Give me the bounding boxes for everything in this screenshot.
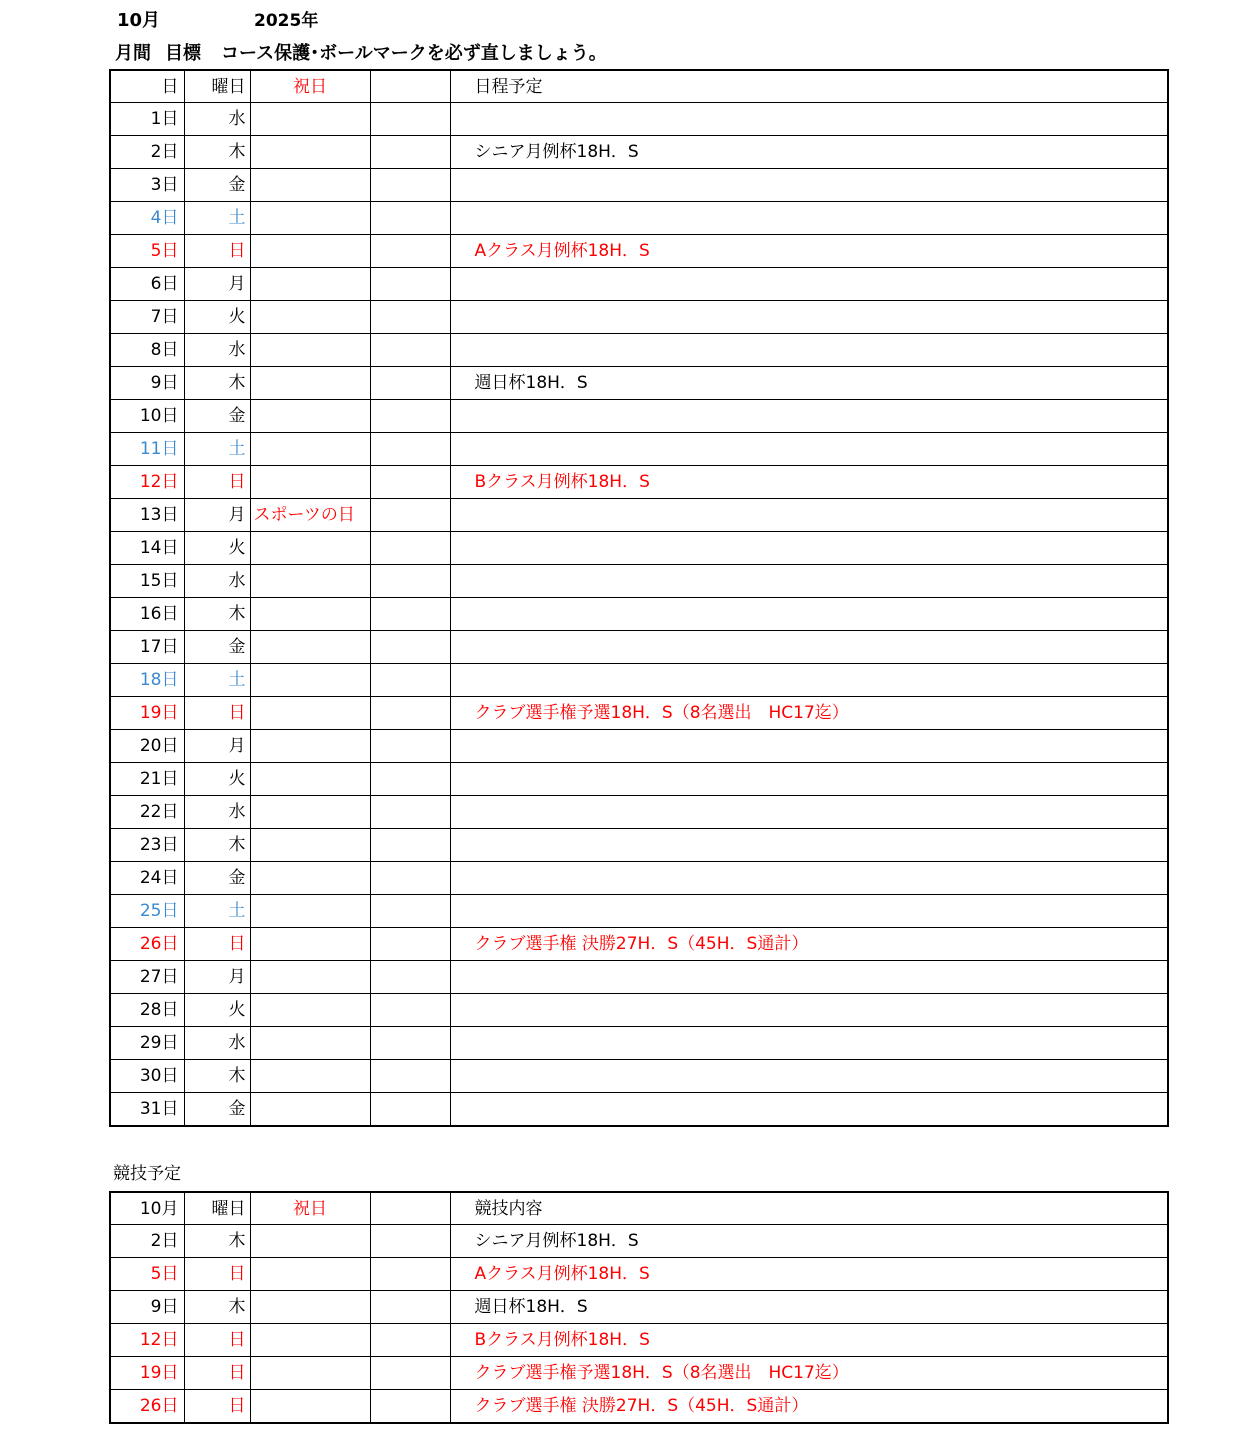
- table-row: [110, 895, 1168, 928]
- weekday-cell: 金: [184, 862, 250, 895]
- day-cell: 12日: [110, 466, 184, 499]
- holiday-cell: [250, 763, 370, 796]
- holiday-cell: [250, 829, 370, 862]
- plan-cell: [450, 301, 1168, 334]
- header-plan: 日程予定: [450, 70, 1168, 103]
- weekday-cell: 木: [184, 1291, 250, 1324]
- plan-cell: クラブ選手権 決勝27H．S（45H．S通計）: [450, 1390, 1168, 1424]
- day-cell: 19日: [110, 697, 184, 730]
- blank-cell: [370, 1225, 450, 1258]
- holiday-cell: [250, 1093, 370, 1127]
- blank-cell: [370, 763, 450, 796]
- holiday-cell: [250, 994, 370, 1027]
- holiday-cell: [250, 268, 370, 301]
- blank-cell: [370, 565, 450, 598]
- weekday-cell: 日: [184, 697, 250, 730]
- day-cell: 28日: [110, 994, 184, 1027]
- table-row: [110, 532, 1168, 565]
- blank-cell: [370, 1324, 450, 1357]
- blank-cell: [370, 433, 450, 466]
- table-row: [110, 829, 1168, 862]
- day-cell: 10日: [110, 400, 184, 433]
- plan-cell: シニア月例杯18H．S: [450, 1225, 1168, 1258]
- events-header-content: 競技内容: [450, 1192, 1168, 1225]
- plan-cell: 週日杯18H．S: [450, 1291, 1168, 1324]
- table-row: [110, 763, 1168, 796]
- events-header-month: 10月: [110, 1192, 184, 1225]
- holiday-cell: [250, 1060, 370, 1093]
- table-row: [110, 631, 1168, 664]
- table-row: [110, 235, 1168, 268]
- weekday-cell: 金: [184, 631, 250, 664]
- plan-cell: [450, 202, 1168, 235]
- plan-cell: [450, 565, 1168, 598]
- plan-cell: Aクラス月例杯18H．S: [450, 1258, 1168, 1291]
- holiday-cell: [250, 532, 370, 565]
- weekday-cell: 火: [184, 532, 250, 565]
- weekday-cell: 水: [184, 103, 250, 136]
- header-weekday: 曜日: [184, 70, 250, 103]
- plan-cell: [450, 796, 1168, 829]
- weekday-cell: 木: [184, 1060, 250, 1093]
- plan-cell: [450, 1027, 1168, 1060]
- weekday-cell: 水: [184, 796, 250, 829]
- day-cell: 2日: [110, 1225, 184, 1258]
- day-cell: 24日: [110, 862, 184, 895]
- holiday-cell: [250, 202, 370, 235]
- holiday-cell: [250, 301, 370, 334]
- day-cell: 6日: [110, 268, 184, 301]
- blank-cell: [370, 631, 450, 664]
- table-row: [110, 433, 1168, 466]
- day-cell: 4日: [110, 202, 184, 235]
- holiday-cell: [250, 1291, 370, 1324]
- day-cell: 14日: [110, 532, 184, 565]
- blank-cell: [370, 235, 450, 268]
- holiday-cell: [250, 136, 370, 169]
- goal-label-2: 目標: [165, 43, 201, 64]
- blank-cell: [370, 202, 450, 235]
- weekday-cell: 金: [184, 169, 250, 202]
- day-cell: 17日: [110, 631, 184, 664]
- plan-cell: Bクラス月例杯18H．S: [450, 466, 1168, 499]
- plan-cell: クラブ選手権予選18H．S（8名選出 HC17迄）: [450, 1357, 1168, 1390]
- holiday-cell: [250, 169, 370, 202]
- weekday-cell: 月: [184, 961, 250, 994]
- table-row: [110, 499, 1168, 532]
- holiday-cell: [250, 1324, 370, 1357]
- plan-cell: クラブ選手権予選18H．S（8名選出 HC17迄）: [450, 697, 1168, 730]
- blank-cell: [370, 301, 450, 334]
- events-header-weekday: 曜日: [184, 1192, 250, 1225]
- table-row: [110, 103, 1168, 136]
- weekday-cell: 日: [184, 1324, 250, 1357]
- blank-cell: [370, 334, 450, 367]
- day-cell: 2日: [110, 136, 184, 169]
- blank-cell: [370, 499, 450, 532]
- weekday-cell: 金: [184, 400, 250, 433]
- blank-cell: [370, 994, 450, 1027]
- day-cell: 9日: [110, 1291, 184, 1324]
- weekday-cell: 火: [184, 994, 250, 1027]
- blank-cell: [370, 1093, 450, 1127]
- blank-cell: [370, 1258, 450, 1291]
- weekday-cell: 木: [184, 829, 250, 862]
- blank-cell: [370, 1060, 450, 1093]
- plan-cell: [450, 1060, 1168, 1093]
- plan-cell: [450, 829, 1168, 862]
- table-row: [110, 1027, 1168, 1060]
- holiday-cell: [250, 796, 370, 829]
- day-cell: 26日: [110, 928, 184, 961]
- weekday-cell: 水: [184, 334, 250, 367]
- blank-cell: [370, 103, 450, 136]
- blank-cell: [370, 466, 450, 499]
- plan-cell: [450, 763, 1168, 796]
- table-row: [110, 202, 1168, 235]
- day-cell: 26日: [110, 1390, 184, 1424]
- holiday-cell: [250, 598, 370, 631]
- plan-cell: [450, 631, 1168, 664]
- plan-cell: [450, 994, 1168, 1027]
- holiday-cell: [250, 235, 370, 268]
- weekday-cell: 土: [184, 202, 250, 235]
- plan-cell: [450, 532, 1168, 565]
- weekday-cell: 月: [184, 730, 250, 763]
- weekday-cell: 日: [184, 928, 250, 961]
- day-cell: 30日: [110, 1060, 184, 1093]
- blank-cell: [370, 1027, 450, 1060]
- day-cell: 20日: [110, 730, 184, 763]
- holiday-cell: [250, 631, 370, 664]
- blank-cell: [370, 268, 450, 301]
- weekday-cell: 日: [184, 1390, 250, 1424]
- holiday-cell: [250, 1357, 370, 1390]
- table-row: [110, 334, 1168, 367]
- blank-cell: [370, 1357, 450, 1390]
- plan-cell: [450, 103, 1168, 136]
- weekday-cell: 日: [184, 466, 250, 499]
- table-row: [110, 1390, 1168, 1424]
- day-cell: 12日: [110, 1324, 184, 1357]
- plan-cell: [450, 1093, 1168, 1127]
- blank-cell: [370, 928, 450, 961]
- holiday-cell: [250, 961, 370, 994]
- day-cell: 1日: [110, 103, 184, 136]
- events-header-row: [110, 1192, 1168, 1225]
- day-cell: 19日: [110, 1357, 184, 1390]
- blank-cell: [370, 400, 450, 433]
- table-row: [110, 400, 1168, 433]
- goal-text: コース保護･ボールマークを必ず直しましょう。: [221, 43, 607, 64]
- blank-cell: [370, 1390, 450, 1424]
- blank-cell: [370, 829, 450, 862]
- weekday-cell: 木: [184, 136, 250, 169]
- blank-cell: [370, 862, 450, 895]
- table-row: [110, 664, 1168, 697]
- weekday-cell: 木: [184, 1225, 250, 1258]
- weekday-cell: 水: [184, 565, 250, 598]
- plan-cell: [450, 730, 1168, 763]
- table-row: [110, 1258, 1168, 1291]
- holiday-cell: スポーツの日: [250, 499, 370, 532]
- blank-cell: [370, 1291, 450, 1324]
- blank-cell: [370, 367, 450, 400]
- day-cell: 5日: [110, 1258, 184, 1291]
- events-header-holiday: 祝日: [250, 1192, 370, 1225]
- day-cell: 16日: [110, 598, 184, 631]
- plan-cell: [450, 664, 1168, 697]
- blank-cell: [370, 697, 450, 730]
- day-cell: 5日: [110, 235, 184, 268]
- goal-label-1: 月間: [115, 43, 151, 64]
- holiday-cell: [250, 1390, 370, 1424]
- table-row: [110, 1357, 1168, 1390]
- plan-cell: クラブ選手権 決勝27H．S（45H．S通計）: [450, 928, 1168, 961]
- year-title: 2025年: [254, 11, 319, 31]
- weekday-cell: 水: [184, 1027, 250, 1060]
- weekday-cell: 木: [184, 598, 250, 631]
- day-cell: 15日: [110, 565, 184, 598]
- holiday-cell: [250, 928, 370, 961]
- table-row: [110, 961, 1168, 994]
- plan-cell: [450, 400, 1168, 433]
- holiday-cell: [250, 565, 370, 598]
- table-row: [110, 1324, 1168, 1357]
- day-cell: 25日: [110, 895, 184, 928]
- blank-cell: [370, 532, 450, 565]
- plan-cell: [450, 961, 1168, 994]
- table-row: [110, 169, 1168, 202]
- day-cell: 18日: [110, 664, 184, 697]
- month-title: 10月: [117, 10, 161, 31]
- holiday-cell: [250, 895, 370, 928]
- weekday-cell: 日: [184, 1357, 250, 1390]
- day-cell: 27日: [110, 961, 184, 994]
- blank-cell: [370, 664, 450, 697]
- blank-cell: [370, 961, 450, 994]
- table-row: [110, 994, 1168, 1027]
- plan-cell: [450, 169, 1168, 202]
- plan-cell: [450, 862, 1168, 895]
- blank-cell: [370, 730, 450, 763]
- day-cell: 13日: [110, 499, 184, 532]
- table-row: [110, 1060, 1168, 1093]
- holiday-cell: [250, 730, 370, 763]
- day-cell: 22日: [110, 796, 184, 829]
- plan-cell: [450, 334, 1168, 367]
- weekday-cell: 土: [184, 895, 250, 928]
- holiday-cell: [250, 334, 370, 367]
- plan-cell: [450, 268, 1168, 301]
- weekday-cell: 火: [184, 301, 250, 334]
- plan-cell: シニア月例杯18H．S: [450, 136, 1168, 169]
- holiday-cell: [250, 1225, 370, 1258]
- holiday-cell: [250, 1027, 370, 1060]
- holiday-cell: [250, 1258, 370, 1291]
- table-row: [110, 565, 1168, 598]
- holiday-cell: [250, 697, 370, 730]
- monthly-goal: [115, 43, 607, 65]
- table-row: [110, 1291, 1168, 1324]
- table-row: [110, 730, 1168, 763]
- plan-cell: [450, 499, 1168, 532]
- weekday-cell: 木: [184, 367, 250, 400]
- blank-cell: [370, 169, 450, 202]
- table-row: [110, 598, 1168, 631]
- plan-cell: 週日杯18H．S: [450, 367, 1168, 400]
- day-cell: 21日: [110, 763, 184, 796]
- day-cell: 29日: [110, 1027, 184, 1060]
- weekday-cell: 火: [184, 763, 250, 796]
- weekday-cell: 土: [184, 433, 250, 466]
- blank-cell: [370, 796, 450, 829]
- weekday-cell: 月: [184, 268, 250, 301]
- table-row: [110, 268, 1168, 301]
- schedule-header-row: [110, 70, 1168, 103]
- weekday-cell: 月: [184, 499, 250, 532]
- day-cell: 9日: [110, 367, 184, 400]
- plan-cell: [450, 433, 1168, 466]
- table-row: [110, 367, 1168, 400]
- plan-cell: Bクラス月例杯18H．S: [450, 1324, 1168, 1357]
- day-cell: 8日: [110, 334, 184, 367]
- table-row: [110, 136, 1168, 169]
- events-section-label: 競技予定: [113, 1164, 181, 1184]
- day-cell: 23日: [110, 829, 184, 862]
- holiday-cell: [250, 466, 370, 499]
- weekday-cell: 金: [184, 1093, 250, 1127]
- weekday-cell: 日: [184, 1258, 250, 1291]
- holiday-cell: [250, 664, 370, 697]
- table-row: [110, 1093, 1168, 1127]
- schedule-table: [109, 69, 1169, 1127]
- header-holiday: 祝日: [250, 70, 370, 103]
- weekday-cell: 土: [184, 664, 250, 697]
- table-row: [110, 862, 1168, 895]
- table-row: [110, 796, 1168, 829]
- weekday-cell: 日: [184, 235, 250, 268]
- header-day: 日: [110, 70, 184, 103]
- table-row: [110, 301, 1168, 334]
- events-header-blank: [370, 1192, 450, 1225]
- table-row: [110, 1225, 1168, 1258]
- table-row: [110, 697, 1168, 730]
- plan-cell: Aクラス月例杯18H．S: [450, 235, 1168, 268]
- table-row: [110, 466, 1168, 499]
- plan-cell: [450, 895, 1168, 928]
- day-cell: 3日: [110, 169, 184, 202]
- header-blank: [370, 70, 450, 103]
- day-cell: 11日: [110, 433, 184, 466]
- day-cell: 31日: [110, 1093, 184, 1127]
- holiday-cell: [250, 433, 370, 466]
- holiday-cell: [250, 862, 370, 895]
- holiday-cell: [250, 103, 370, 136]
- blank-cell: [370, 598, 450, 631]
- table-row: [110, 928, 1168, 961]
- blank-cell: [370, 895, 450, 928]
- holiday-cell: [250, 367, 370, 400]
- plan-cell: [450, 598, 1168, 631]
- events-table: [109, 1191, 1169, 1424]
- blank-cell: [370, 136, 450, 169]
- holiday-cell: [250, 400, 370, 433]
- day-cell: 7日: [110, 301, 184, 334]
